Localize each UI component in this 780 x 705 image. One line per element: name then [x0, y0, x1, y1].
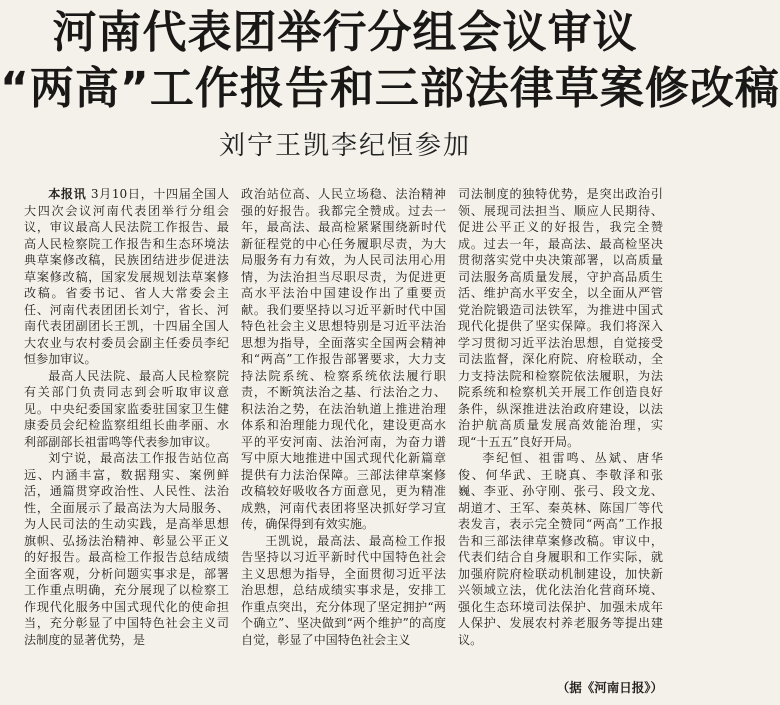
article-paragraph: 司法制度的独特优势，是突出政治引领、展现司法担当、顺应人民期待、促进公平正义的好报告，我完全赞成。过去一年，最高法、最高检坚决贯彻落实党中央决策部署，以高质量司法服务高质量发展，守护高品质生活、维护高水平安全，以全面从严管党治院锻造司法铁军，为推进中国式现代化提供了坚实保障。我们将深入学习贯彻习近平法治思想，自觉接受司法监督，深化府院、府检联动，全力支持法院和检察院依法履职，为法院系统和检察机关开展工作创造良好条件，纵深推进法治政府建设，以法治护航高质量发展高效能治理，实现“十五五”良好开局。 — [458, 187, 663, 449]
headline-line-2: “两高”工作报告和三部法律草案修改稿 — [0, 63, 780, 114]
subheadline: 刘宁王凯李纪恒参加 — [218, 131, 471, 161]
source-credit: （据《河南日报》） — [556, 680, 663, 695]
dateline-label: 本报讯 — [48, 187, 87, 201]
article-paragraph — [24, 186, 229, 368]
article-column-3 — [458, 186, 663, 698]
paragraph-text: 3月10日，十四届全国人大四次会议河南代表团举行分组会议，审议最高人民法院工作报告、最高人民检察院工作报告和生态环境法典草案修改稿，民族团结进步促进法草案修改稿，国家发展规划法草案修改稿。省委书记、省人大常委会主任、河南代表团团长刘宁，省长、河南代表团副团长王凯，十四届全国人大农业与农村委员会副主任委员李纪恒参加审议。 — [24, 187, 229, 366]
article-column-2 — [241, 186, 446, 698]
article-paragraph: 政治站位高、人民立场稳、法治精神强的好报告。我都完全赞成。过去一年，最高法、最高检紧紧围绕新时代新征程党的中心任务履职尽责，为大局服务有力有效，为人民司法用心用情，为法治担当尽职尽责，为促进更高水平法治中国建设作出了重要贡献。我们要坚持以习近平新时代中国特色社会主义思想特别是习近平法治思想为指导，全面落实全国两会精神和“两高”工作报告部署要求，大力支持法院系统、检察系统依法履行职责，不断筑法治之基、行法治之力、积法治之势，在法治轨道上推进治理体系和治理能力现代化，建设更高水平的平安河南、法治河南，为奋力谱写中原大地推进中国式现代化新篇章提供有力法治保障。三部法律草案修改稿较好吸收各方面意见，更为精准成熟，河南代表团将坚决抓好学习宣传，确保得到有效实施。 — [241, 187, 446, 531]
article-paragraph: 刘宁说，最高法工作报告站位高远、内涵丰富，数据翔实、案例鲜活，通篇贯穿政治性、人民性、法治性，全面展示了最高法为大局服务、为人民司法的生动实践，是高举思想旗帜、弘扬法治精神、彰显公平正义的好报告。最高检工作报告总结成绩全面客观，分析问题实事求是，部署工作重点明确，充分展现了以检察工作现代化服务中国式现代化的使命担当，充分彰显了中国特色社会主义司法制度的显著优势，是 — [24, 451, 229, 647]
article-column-1 — [24, 186, 229, 698]
article-paragraph: 李纪恒、祖雷鸣、丛斌、唐华俊、何华武、王晓真、李敬泽和张巍、李亚、孙守刚、张弓、段文龙、胡道才、王军、秦英林、陈国厂等代表发言，表示完全赞同“两高”工作报告和三部法律草案修改稿。审议中，代表们结合自身履职和工作实际，就加强府院府检联动机制建设，加快新兴领域立法，优化法治化营商环境、强化生态环境司法保护、加强未成年人保护、发展农村养老服务等提出建议。 — [458, 451, 663, 647]
headline-line-1: 河南代表团举行分组会议审议 — [52, 7, 638, 58]
article-paragraph: 最高人民法院、最高人民检察院有关部门负责同志到会听取审议意见。中央纪委国家监委驻国家卫生健康委员会纪检监察组组长曲孝丽、水利部副部长祖雷鸣等代表参加审议。 — [24, 368, 229, 449]
article-paragraph: 王凯说，最高法、最高检工作报告坚持以习近平新时代中国特色社会主义思想为指导，全面贯彻习近平法治思想，总结成绩实事求是，安排工作重点突出，充分体现了坚定拥护“两个确立”、坚决做到“两个维护”的高度自觉，彰显了中国特色社会主义 — [241, 533, 446, 647]
